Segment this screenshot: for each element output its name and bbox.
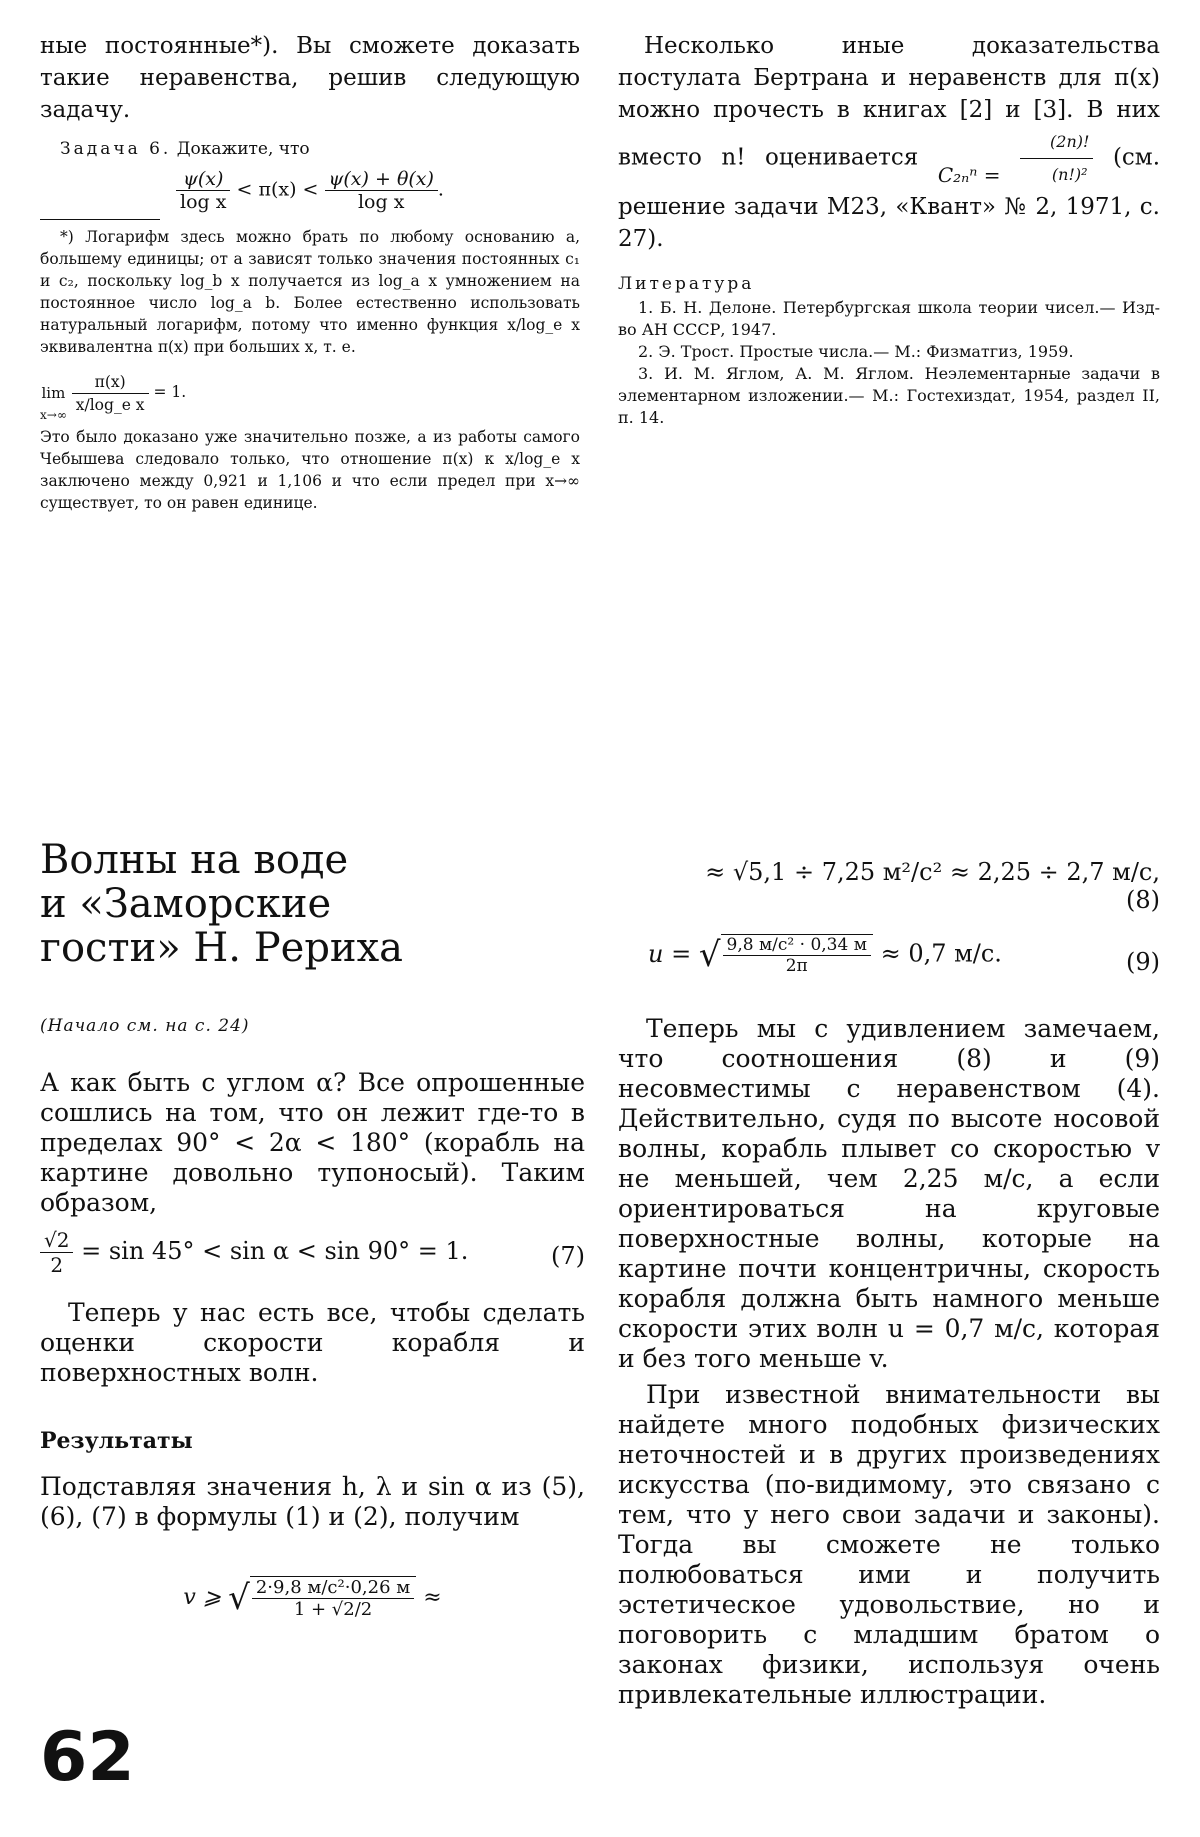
bertrand-end: (см. решение задачи М23, «Квант» № 2, 1971, с. 27). (618, 144, 1161, 252)
reference-author: 2. Э. Трост. (638, 342, 735, 361)
eq-v-lhs: v ⩾ (183, 1585, 222, 1610)
footnote-part-1: *) Логарифм здесь можно брать по любому основанию a, большему единицы; от a зависят только значения постоянных c₁ и c₂, поскольку log_b x получается из log_a x умножением на постоянное число log_a b. Более естественно использовать натуральный логарифм, потому что именно функция x/log_e x эквивалентна π(x) при больших x, т. е. (40, 228, 580, 356)
eq7-number: (7) (551, 1242, 585, 1270)
reference-1 (618, 297, 1160, 341)
lim-eq: = 1. (153, 383, 187, 401)
ineq-lhs-den: log x (180, 191, 227, 213)
article-right-column (618, 858, 1160, 1710)
task-text: Докажите, что (176, 139, 310, 159)
footnote-limit (40, 360, 580, 426)
eq7-den: 2 (50, 1253, 64, 1277)
lim-num: π(x) (72, 371, 149, 394)
eq8-body: ≈ √5,1 ÷ 7,25 м²/с² ≈ 2,25 ÷ 2,7 м/с, (705, 858, 1160, 886)
closing-paragraph: При известной внимательности вы найдете много подобных физических неточностей и в других произведениях искусства (по-видимому, это связано с тем, что у него свои задачи и законы). Тогда вы сможете не только полюбоваться ими и получить эстетическое удовольствие, но и поговорить с младшим братом о законах физики, используя очень привлекательные иллюстрации. (618, 1380, 1160, 1709)
lim-sub: x→∞ (40, 408, 67, 422)
top-left-column (40, 30, 580, 514)
eq9-num: 9,8 м/с² · 0,34 м (723, 935, 871, 956)
reference-text: Неэлементарные задачи в элементарном изложении.— М.: Гостехиздат, 1954, раздел II, п. 14. (618, 364, 1161, 427)
binom-num: (2n)! (1020, 126, 1093, 159)
equation-9: u = √ $\frac{\text{9,8 м/с² · 0,34 м}}{2\pi}$ ≈ 0,7 м/с. (9) (648, 935, 1160, 976)
bertrand-paragraph (618, 30, 1160, 255)
substitution-paragraph: Подставляя значения h, λ и sin α из (5), (6), (7) в формулы (1) и (2), получим (40, 1472, 585, 1531)
title-line-2: и «Заморские (40, 881, 332, 927)
binom-lhs: C₂ₙⁿ = (937, 162, 1001, 187)
ineq-lhs-num: ψ(x) (176, 168, 230, 191)
equation-v: v ⩾ √ $\frac{\text{2·9,8 м/с²·0,26 м}}{1 + √2/2}$ ≈ (183, 1577, 442, 1620)
footnote-rule (40, 219, 160, 220)
eq-v-den: 1 + √2/2 (293, 1599, 373, 1620)
task-6 (40, 138, 580, 160)
title-line-3: гости» Н. Рериха (40, 925, 403, 971)
eq9-rest: ≈ 0,7 м/с. (880, 939, 1002, 968)
binom-den: (n!)² (1051, 165, 1088, 184)
top-right-column (618, 30, 1160, 429)
eq7-num: √2 (40, 1228, 73, 1253)
eq-v-num: 2·9,8 м/с²·0,26 м (252, 1577, 414, 1599)
literature-title: Литература (618, 274, 755, 294)
eq9-den: 2π (785, 956, 808, 976)
bertrand-text: Несколько иные доказательства постулата Бертрана и неравенств для π(x) можно прочесть в книгах [2] и [3]. В них вместо n! оценивается (618, 33, 1160, 171)
continued-note: (Начало см. на с. 24) (40, 1016, 250, 1036)
reference-text: Петербургская школа теории чисел.— Изд-во АН СССР, 1947. (618, 298, 1160, 339)
reference-text: Простые числа.— М.: Физматгиз, 1959. (739, 342, 1074, 361)
eq9-number: (9) (1126, 948, 1160, 976)
reference-3 (618, 363, 1160, 429)
eq9-lhs: u = (648, 939, 692, 968)
ineq-mid: < π(x) < (236, 178, 319, 201)
article-title (40, 838, 585, 970)
reference-author: 1. Б. Н. Делоне. (638, 298, 777, 317)
results-heading: Результаты (40, 1428, 193, 1454)
ineq-rhs-den: log x (357, 191, 405, 213)
title-line-1: Волны на воде (40, 837, 349, 883)
equation-8 (618, 858, 1160, 920)
lim-den: x/log_e x (75, 395, 145, 414)
task-inequality: $\frac{\psi(x)}{\text{log x}}$ < π(x) < $\frac{\psi(x) + \theta(x)}{\text{log x}}$ . (40, 168, 580, 213)
angle-paragraph: А как быть с углом α? Все опрошенные сошлись на том, что он лежит где-то в пределах 90° < 2α < 180° (корабль на картине довольно тупоносый). Таким образом, (40, 1068, 585, 1217)
references (618, 297, 1160, 429)
intro-paragraph: ные постоянные*). Вы сможете доказать такие неравенства, решив следующую задачу. (40, 33, 580, 123)
reference-2 (618, 341, 1160, 363)
task-label: Задача 6. (60, 139, 172, 159)
eq-v-approx: ≈ (423, 1585, 442, 1610)
article-left-column (40, 838, 585, 1620)
estimate-paragraph: Теперь у нас есть все, чтобы сделать оценки скорости корабля и поверхностных волн. (40, 1298, 585, 1387)
ineq-rhs-num: ψ(x) + θ(x) (325, 168, 438, 191)
lim-word: lim (41, 384, 66, 402)
footnote-part-2: Это было доказано уже значительно позже, а из работы самого Чебышева следовало только, что отношение π(x) к x/log_e x заключено между 0,921 и 1,106 и что если предел при x→∞ существует, то он равен единице. (40, 428, 580, 512)
page-number: 62 (40, 1718, 135, 1797)
eq8-number: (8) (1126, 886, 1160, 914)
eq7-rest: = sin 45° < sin α < sin 90° = 1. (81, 1237, 469, 1265)
equation-7 (40, 1228, 585, 1288)
reference-author: 3. И. М. Яглом, А. М. Яглом. (638, 364, 914, 383)
conclusion-paragraph: Теперь мы с удивлением замечаем, что соотношения (8) и (9) несовместимы с неравенством (4). Действительно, судя по высоте носовой волны, корабль плывет со скоростью v не меньшей, чем 2,25 м/с, а если ориентироваться на круговые поверхностные волны, которые на картине почти концентричны, скорость корабля должна быть намного меньше скорости этих волн u = 0,7 м/с, которая и без того меньше v. (618, 1014, 1160, 1373)
